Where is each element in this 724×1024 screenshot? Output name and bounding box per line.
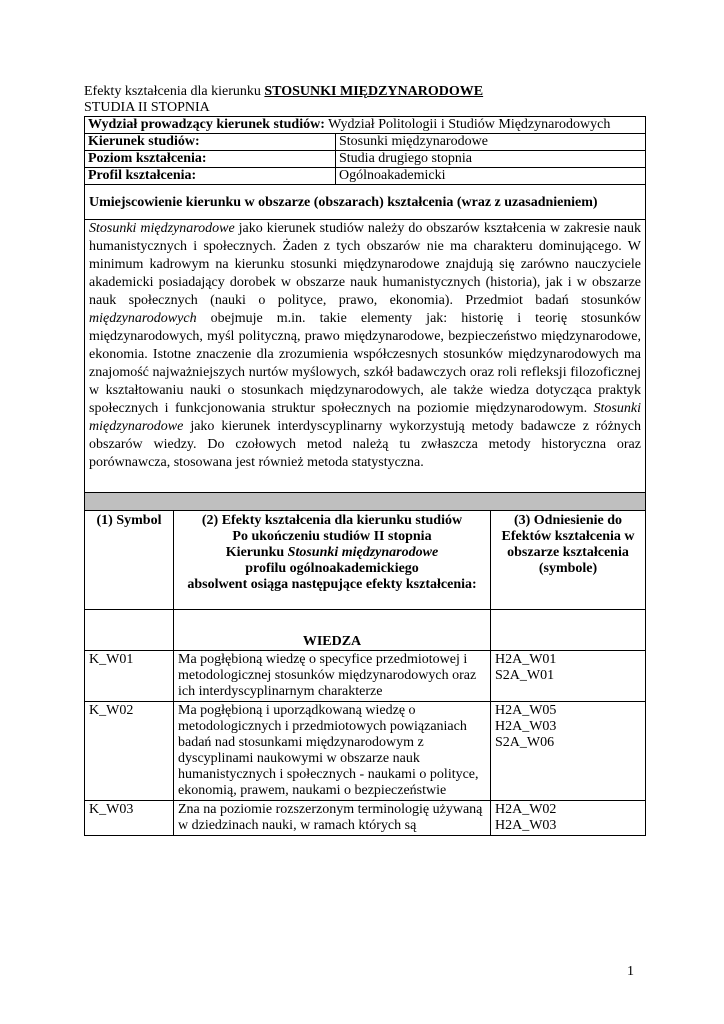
row-text: Ma pogłębioną i uporządkowaną wiedzę o metodologicznych i przedmiotowych powiązaniach badań nad stosunkami międzynarodowym z dyscyplinami naukowymi w obszarze nauk humanistycznych i społecznych - naukami o polityce, ekonomią, prawem, naukami o bezpieczeństwie	[174, 702, 491, 801]
profile-value: Ogólnoakademicki	[336, 168, 646, 185]
profile-label: Profil kształcenia:	[85, 168, 336, 185]
desc-italic-1: Stosunki międzynarodowe	[89, 221, 235, 236]
profile-row	[85, 168, 646, 185]
section-row-wiedza	[85, 610, 646, 651]
header-outcomes-line2: Po ukończeniu studiów II stopnia	[232, 529, 432, 544]
header-outcomes-line3-a: Kierunku	[225, 545, 288, 560]
header-outcomes-line1: (2) Efekty kształcenia dla kierunku studiów	[201, 513, 463, 528]
gray-separator	[85, 493, 646, 511]
section-empty-cell-1	[85, 610, 174, 651]
row-ref: H2A_W03	[495, 818, 557, 833]
header-symbol: (1) Symbol	[85, 511, 174, 610]
header-outcomes-line5: absolwent osiąga następujące efekty kształcenia:	[187, 577, 477, 592]
placement-description	[85, 220, 646, 493]
desc-text-2: obejmuje m.in. takie elementy jak: historię i teorię stosunków międzynarodowych, myśl polityczną, prawo międzynarodowe, bezpieczeństwo międzynarodowe, ekonomia. Istotne znaczenie dla zrozumienia współczesnych stosunków międzynarodowych ma znajomość najważniejszych nurtów myślowych, szkół badawczych oraz roli refleksji filozoficznej w kształtowaniu nauki o stosunkach międzynarodowych, ale także wiedza dotycząca praktyk społecznych i funkcjonowania struktur społecznych na poziomie międzynarodowym.	[89, 311, 641, 416]
row-ref: H2A_W01	[495, 652, 557, 667]
placement-title-row	[85, 185, 646, 220]
row-ref: S2A_W06	[495, 735, 555, 750]
row-ref: H2A_W03	[495, 719, 557, 734]
header-outcomes-line4: profilu ogólnoakademickiego	[245, 561, 419, 576]
faculty-row	[85, 117, 646, 134]
document-page	[84, 84, 645, 836]
table-row	[85, 702, 646, 801]
desc-text-1: jako kierunek studiów należy do obszarów kształcenia w zakresie nauk humanistycznych i społecznych. Żaden z tych obszarów nie ma charakteru dominującego. W minimum kadrowym na kierunku stosunki międzynarodowe znajdują się zarówno nauczyciele akademicki posiadający dorobek w obszarze nauk humanistycznych (historia), jak i w obszarze nauk społecznych (nauki o polityce, prawo, ekonomia). Przedmiot badań stosunków	[89, 221, 641, 308]
row-refs	[491, 801, 646, 836]
header-reference: (3) Odniesienie do Efektów kształcenia w obszarze kształcenia (symbole)	[491, 511, 646, 610]
desc-text-3: jako kierunek interdyscyplinarny wykorzystują metody badawcze z różnych obszarów wiedzy. Do czołowych metod należą tu zwłaszcza metody historyczna oraz porównawcza, stosowana jest również metoda statystyczna.	[89, 419, 641, 470]
row-ref: H2A_W02	[495, 802, 557, 817]
heading-program: STOSUNKI MIĘDZYNARODOWE	[264, 84, 484, 99]
placement-description-row	[85, 220, 646, 493]
gray-separator-row	[85, 493, 646, 511]
row-symbol: K_W02	[85, 702, 174, 801]
table-row	[85, 801, 646, 836]
header-outcomes	[174, 511, 491, 610]
row-ref: S2A_W01	[495, 668, 555, 683]
document-heading	[84, 84, 645, 100]
level-value: Studia drugiego stopnia	[336, 151, 646, 168]
desc-italic-3: Stosunki międzynarodowe	[89, 401, 641, 434]
heading-level: STUDIA II STOPNIA	[84, 100, 210, 115]
heading-prefix: Efekty kształcenia dla kierunku	[84, 84, 261, 99]
learning-outcomes-table	[84, 184, 646, 836]
row-ref: H2A_W05	[495, 703, 557, 718]
field-row	[85, 134, 646, 151]
row-text: Ma pogłębioną wiedzę o specyfice przedmiotowej i metodologicznej stosunków międzynarodowych oraz ich interdyscyplinarnym charakterze	[174, 651, 491, 702]
header-outcomes-line3	[178, 545, 486, 561]
placement-title: Umiejscowienie kierunku w obszarze (obszarach) kształcenia (wraz z uzasadnieniem)	[85, 185, 646, 220]
table-row	[85, 651, 646, 702]
desc-italic-2: międzynarodowych	[89, 311, 197, 326]
row-symbol: K_W01	[85, 651, 174, 702]
field-value: Stosunki międzynarodowe	[336, 134, 646, 151]
level-row	[85, 151, 646, 168]
header-outcomes-line3-b: Stosunki międzynarodowe	[287, 545, 439, 560]
section-title: WIEDZA	[174, 610, 491, 651]
section-empty-cell-2	[491, 610, 646, 651]
program-info-table	[84, 116, 646, 185]
faculty-value: Wydział Politologii i Studiów Międzynarodowych	[328, 117, 611, 132]
row-refs	[491, 651, 646, 702]
row-symbol: K_W03	[85, 801, 174, 836]
field-label: Kierunek studiów:	[85, 134, 336, 151]
page-number: 1	[627, 964, 634, 979]
row-refs	[491, 702, 646, 801]
faculty-label: Wydział prowadzący kierunek studiów:	[88, 117, 325, 132]
level-label: Poziom kształcenia:	[85, 151, 336, 168]
table-header-row	[85, 511, 646, 610]
row-text: Zna na poziomie rozszerzonym terminologię używaną w dziedzinach nauki, w ramach których są	[174, 801, 491, 836]
